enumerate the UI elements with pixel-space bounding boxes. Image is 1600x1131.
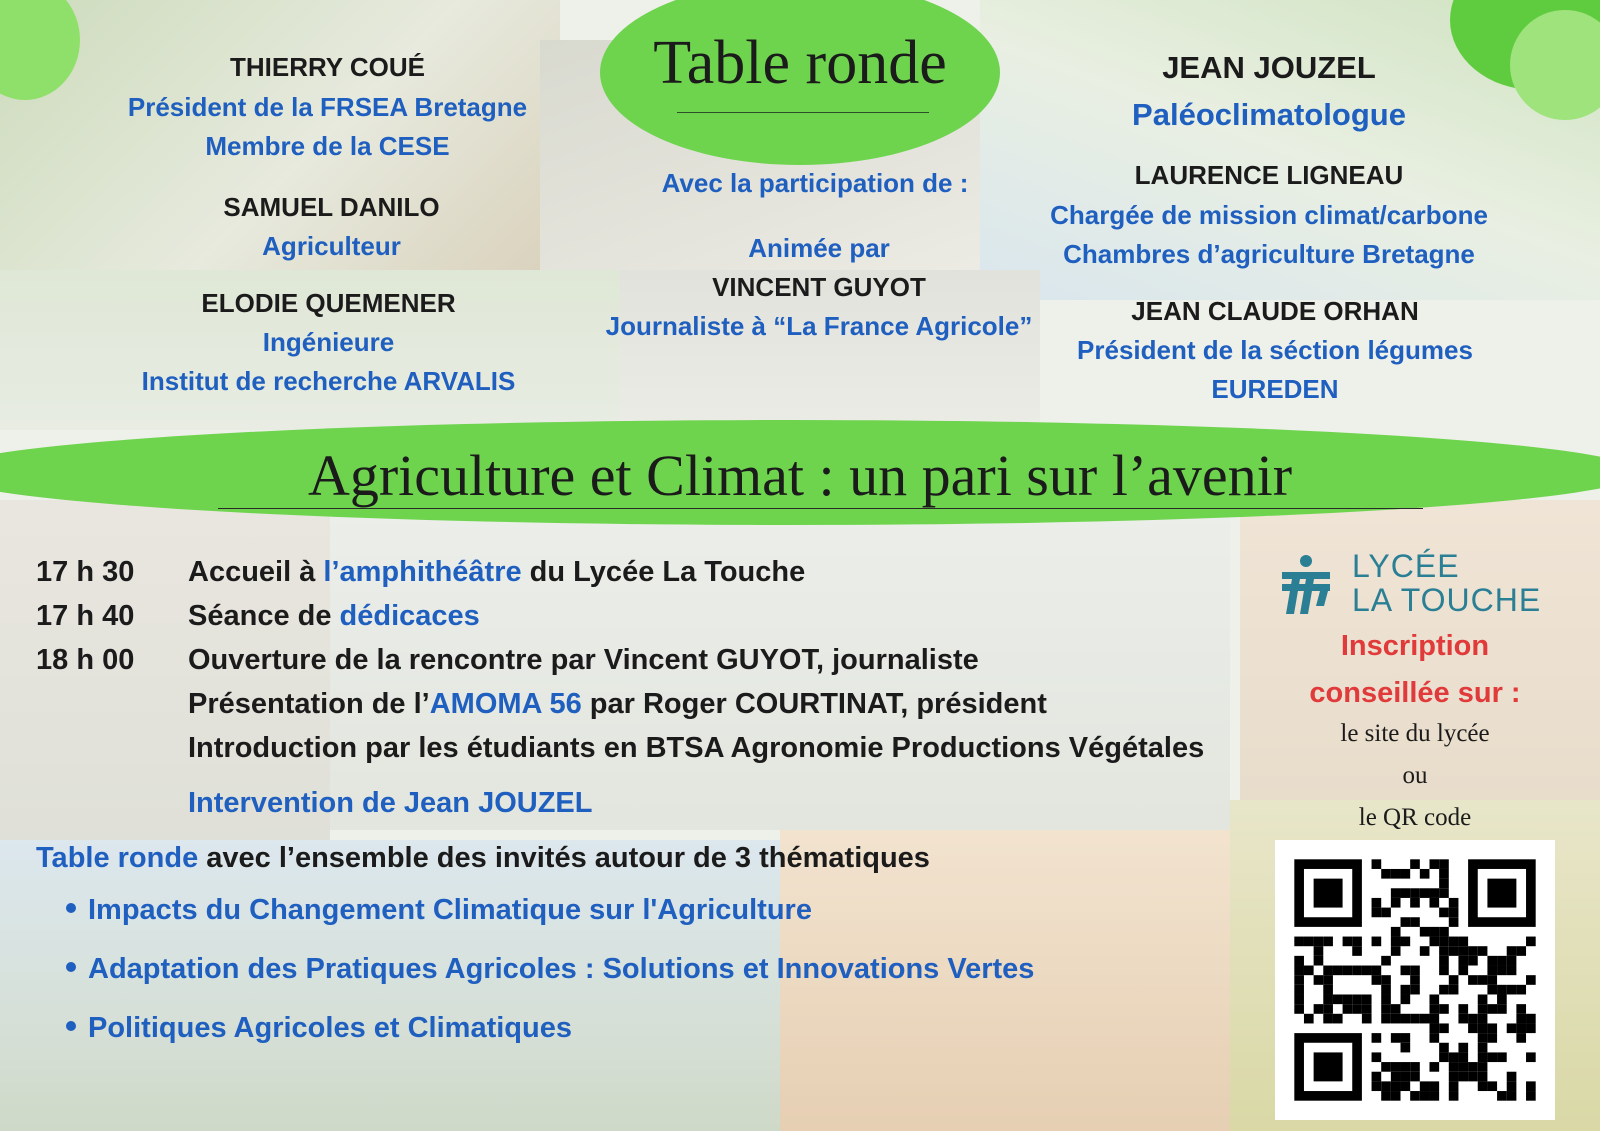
speaker-role: Président de la FRSEA Bretagne — [127, 92, 528, 122]
schedule-item: Intervention de Jean JOUZEL — [188, 787, 593, 819]
schedule-highlight: AMOMA 56 — [429, 688, 582, 720]
school-name-line2: LA TOUCHE — [1352, 582, 1542, 618]
schedule-text: Séance de — [188, 600, 340, 632]
banner-title: Agriculture et Climat : un pari sur l’avenir — [307, 443, 1293, 508]
school-name-line1: LYCÉE — [1352, 548, 1460, 584]
speaker-role: Paléoclimatologue — [1132, 97, 1406, 132]
schedule-text: du Lycée La Touche — [521, 556, 806, 588]
qr-code-icon — [1275, 840, 1555, 1120]
title-underline — [677, 112, 929, 113]
banner-underline — [218, 508, 1423, 509]
qr-code[interactable] — [1275, 840, 1555, 1120]
moderator-name: VINCENT GUYOT — [712, 272, 926, 302]
theme-item — [66, 894, 812, 927]
schedule-text: Présentation de l’ — [188, 688, 430, 720]
schedule-item: Ouverture de la rencontre par Vincent GUYOT, journaliste — [188, 644, 979, 676]
schedule-highlight: Table ronde — [36, 842, 199, 874]
speaker-name: ELODIE QUEMENER — [201, 288, 456, 318]
moderator-role: Journaliste à “La France Agricole” — [605, 311, 1033, 341]
schedule-highlight: l’amphithéâtre — [323, 556, 522, 588]
schedule-time: 17 h 40 — [36, 600, 135, 632]
inscription-site: le site du lycée — [1340, 720, 1490, 747]
schedule-item — [188, 600, 480, 633]
theme-item — [66, 953, 1034, 986]
schedule-item — [188, 556, 805, 589]
theme-text: Adaptation des Pratiques Agricoles : Solutions et Innovations Vertes — [88, 953, 1035, 985]
speaker-role: Président de la séction légumes — [1077, 335, 1473, 365]
theme-text: Impacts du Changement Climatique sur l'Agriculture — [88, 894, 812, 926]
bullet-icon — [66, 903, 76, 913]
inscription-line1: Inscription — [1340, 630, 1490, 662]
inscription-or: ou — [1402, 762, 1428, 789]
speaker-role: Chambres d’agriculture Bretagne — [1063, 239, 1475, 269]
moderator-label: Animée par — [748, 233, 890, 263]
bullet-icon — [66, 962, 76, 972]
schedule-text: avec l’ensemble des invités autour de 3 thématiques — [198, 842, 930, 874]
schedule-text: Accueil à — [188, 556, 324, 588]
speaker-role: Membre de la CESE — [205, 131, 450, 161]
school-logo-icon — [1280, 554, 1332, 624]
bullet-icon — [66, 1021, 76, 1031]
schedule-highlight: dédicaces — [339, 600, 480, 632]
page-title: Table ronde — [653, 29, 947, 97]
participation-label: Avec la participation de : — [661, 168, 969, 198]
speaker-role: EUREDEN — [1211, 374, 1339, 404]
schedule-item — [188, 688, 1047, 721]
speaker-role: Ingénieure — [262, 327, 395, 357]
speaker-role: Chargée de mission climat/carbone — [1050, 200, 1488, 230]
theme-text: Politiques Agricoles et Climatiques — [88, 1012, 572, 1044]
schedule-text: par Roger COURTINAT, président — [581, 688, 1047, 720]
theme-item — [66, 1012, 572, 1045]
speaker-role: Institut de recherche ARVALIS — [141, 366, 516, 396]
speaker-name: JEAN CLAUDE ORHAN — [1131, 296, 1419, 326]
speaker-name: LAURENCE LIGNEAU — [1134, 160, 1404, 190]
speaker-name: SAMUEL DANILO — [223, 192, 440, 222]
schedule-time: 18 h 00 — [36, 644, 135, 676]
schedule-time: 17 h 30 — [36, 556, 135, 588]
inscription-line2: conseillée sur : — [1309, 677, 1521, 709]
inscription-qr-label: le QR code — [1358, 804, 1472, 831]
schedule-item — [36, 842, 930, 875]
schedule-item: Introduction par les étudiants en BTSA Agronomie Productions Végétales — [188, 732, 1205, 764]
speaker-name: THIERRY COUÉ — [229, 52, 426, 82]
speaker-role: Agriculteur — [262, 231, 401, 261]
speaker-name: JEAN JOUZEL — [1162, 50, 1376, 85]
